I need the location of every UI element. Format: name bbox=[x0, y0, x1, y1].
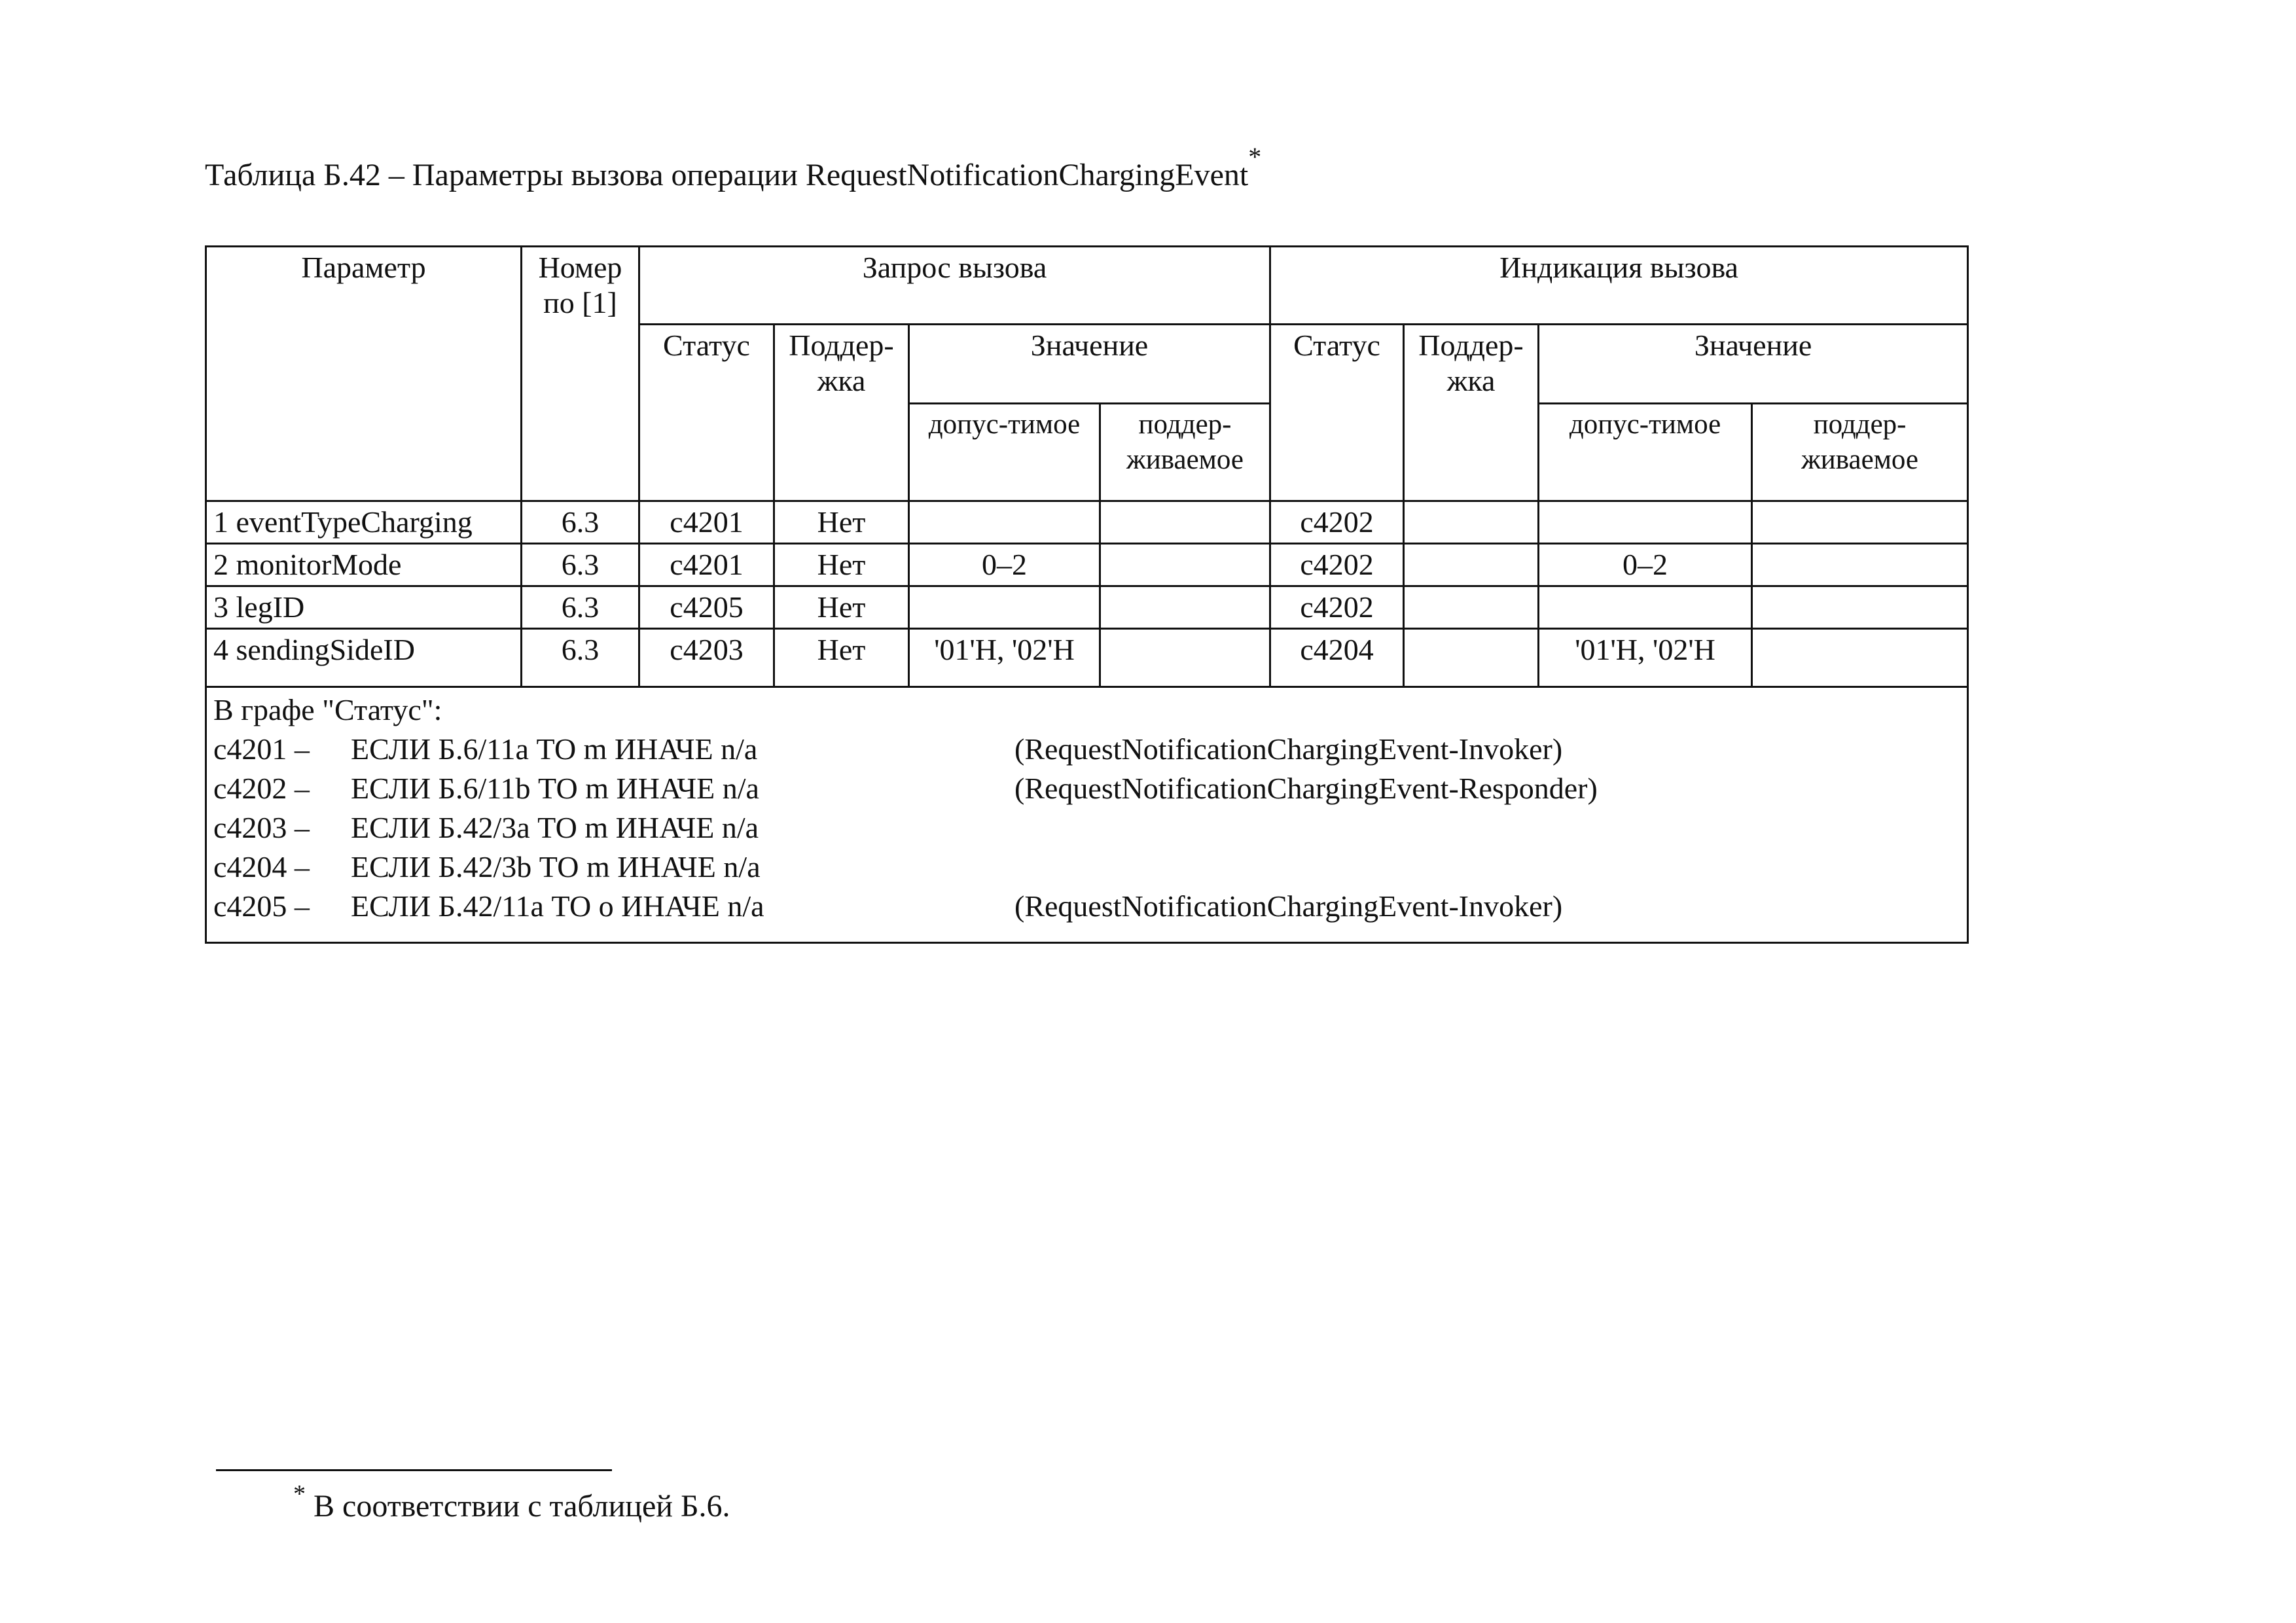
row-request-supported bbox=[1100, 629, 1270, 687]
note-reference: (RequestNotificationChargingEvent-Invoker) bbox=[1014, 732, 1563, 766]
row-request-status: c4201 bbox=[639, 544, 774, 586]
row-request-support: Нет bbox=[774, 586, 909, 629]
row-number: 6.3 bbox=[522, 586, 639, 629]
note-code: c4205 – bbox=[213, 889, 310, 923]
note-item bbox=[213, 847, 1960, 887]
header-indication-allowed: допус-тимое bbox=[1539, 404, 1752, 501]
note-condition: ЕСЛИ Б.42/3a ТО m ИНАЧЕ n/a bbox=[351, 811, 759, 844]
row-indication-supported bbox=[1752, 501, 1968, 544]
row-indication-supported bbox=[1752, 544, 1968, 586]
row-indication-status: c4202 bbox=[1270, 501, 1404, 544]
row-indication-supported bbox=[1752, 629, 1968, 687]
row-request-supported bbox=[1100, 586, 1270, 629]
note-item bbox=[213, 730, 1960, 769]
row-request-allowed bbox=[909, 586, 1100, 629]
row-indication-allowed: '01'H, '02'H bbox=[1539, 629, 1752, 687]
footnote bbox=[293, 1480, 730, 1528]
footnote-text: В соответствии с таблицей Б.6. bbox=[314, 1489, 730, 1524]
footnote-separator bbox=[216, 1469, 612, 1471]
table-row bbox=[206, 544, 1968, 586]
note-condition: ЕСЛИ Б.42/11a ТО o ИНАЧЕ n/a bbox=[351, 889, 764, 923]
note-reference: (RequestNotificationChargingEvent-Invoker) bbox=[1014, 889, 1563, 923]
note-condition: ЕСЛИ Б.6/11a ТО m ИНАЧЕ n/a bbox=[351, 732, 758, 766]
note-condition: ЕСЛИ Б.6/11b ТО m ИНАЧЕ n/a bbox=[351, 772, 759, 805]
row-request-supported bbox=[1100, 544, 1270, 586]
row-request-status: c4201 bbox=[639, 501, 774, 544]
row-request-support: Нет bbox=[774, 501, 909, 544]
row-request-allowed: '01'H, '02'H bbox=[909, 629, 1100, 687]
header-indication-supported: поддер-живаемое bbox=[1752, 404, 1968, 501]
table-caption bbox=[205, 142, 1262, 196]
row-indication-support bbox=[1404, 629, 1539, 687]
header-request-allowed: допус-тимое bbox=[909, 404, 1100, 501]
row-indication-status: c4202 bbox=[1270, 544, 1404, 586]
note-condition: ЕСЛИ Б.42/3b ТО m ИНАЧЕ n/a bbox=[351, 850, 761, 883]
row-parameter: 4 sendingSideID bbox=[206, 629, 522, 687]
row-parameter: 2 monitorMode bbox=[206, 544, 522, 586]
table-row bbox=[206, 501, 1968, 544]
header-request-supported: поддер-живаемое bbox=[1100, 404, 1270, 501]
header-request-value: Значение bbox=[909, 325, 1270, 404]
row-indication-allowed bbox=[1539, 586, 1752, 629]
row-request-status: c4205 bbox=[639, 586, 774, 629]
table-row bbox=[206, 629, 1968, 687]
row-indication-support bbox=[1404, 544, 1539, 586]
status-notes bbox=[206, 687, 1968, 943]
notes-title: В графе "Статус": bbox=[213, 693, 442, 726]
header-number: Номер по [1] bbox=[522, 247, 639, 501]
note-code: c4203 – bbox=[213, 811, 310, 844]
header-request-status: Статус bbox=[639, 325, 774, 501]
row-indication-allowed: 0–2 bbox=[1539, 544, 1752, 586]
notes-row bbox=[206, 687, 1968, 943]
header-indication-value: Значение bbox=[1539, 325, 1968, 404]
row-parameter: 3 legID bbox=[206, 586, 522, 629]
row-indication-support bbox=[1404, 586, 1539, 629]
footnote-marker: * bbox=[293, 1480, 306, 1508]
note-code: c4201 – bbox=[213, 732, 310, 766]
row-indication-allowed bbox=[1539, 501, 1752, 544]
header-request-support: Поддер-жка bbox=[774, 325, 909, 501]
table-row bbox=[206, 586, 1968, 629]
note-code: c4202 – bbox=[213, 772, 310, 805]
header-parameter: Параметр bbox=[206, 247, 522, 501]
caption-footnote-marker: * bbox=[1248, 142, 1262, 171]
note-item bbox=[213, 808, 1960, 847]
row-number: 6.3 bbox=[522, 501, 639, 544]
row-number: 6.3 bbox=[522, 544, 639, 586]
row-request-supported bbox=[1100, 501, 1270, 544]
header-row-1 bbox=[206, 247, 1968, 325]
header-indication-support: Поддер-жка bbox=[1404, 325, 1539, 501]
parameters-table bbox=[205, 245, 1969, 944]
note-code: c4204 – bbox=[213, 850, 310, 883]
note-item bbox=[213, 887, 1960, 926]
row-indication-support bbox=[1404, 501, 1539, 544]
row-number: 6.3 bbox=[522, 629, 639, 687]
caption-text: Таблица Б.42 – Параметры вызова операции RequestNotificationChargingEvent bbox=[205, 158, 1249, 192]
row-indication-status: c4202 bbox=[1270, 586, 1404, 629]
header-request-group: Запрос вызова bbox=[639, 247, 1270, 325]
row-parameter: 1 eventTypeCharging bbox=[206, 501, 522, 544]
note-item bbox=[213, 769, 1960, 808]
row-request-allowed: 0–2 bbox=[909, 544, 1100, 586]
row-request-allowed bbox=[909, 501, 1100, 544]
note-reference: (RequestNotificationChargingEvent-Responder) bbox=[1014, 772, 1598, 805]
row-request-status: c4203 bbox=[639, 629, 774, 687]
row-indication-status: c4204 bbox=[1270, 629, 1404, 687]
header-indication-status: Статус bbox=[1270, 325, 1404, 501]
row-request-support: Нет bbox=[774, 629, 909, 687]
row-request-support: Нет bbox=[774, 544, 909, 586]
header-indication-group: Индикация вызова bbox=[1270, 247, 1968, 325]
row-indication-supported bbox=[1752, 586, 1968, 629]
